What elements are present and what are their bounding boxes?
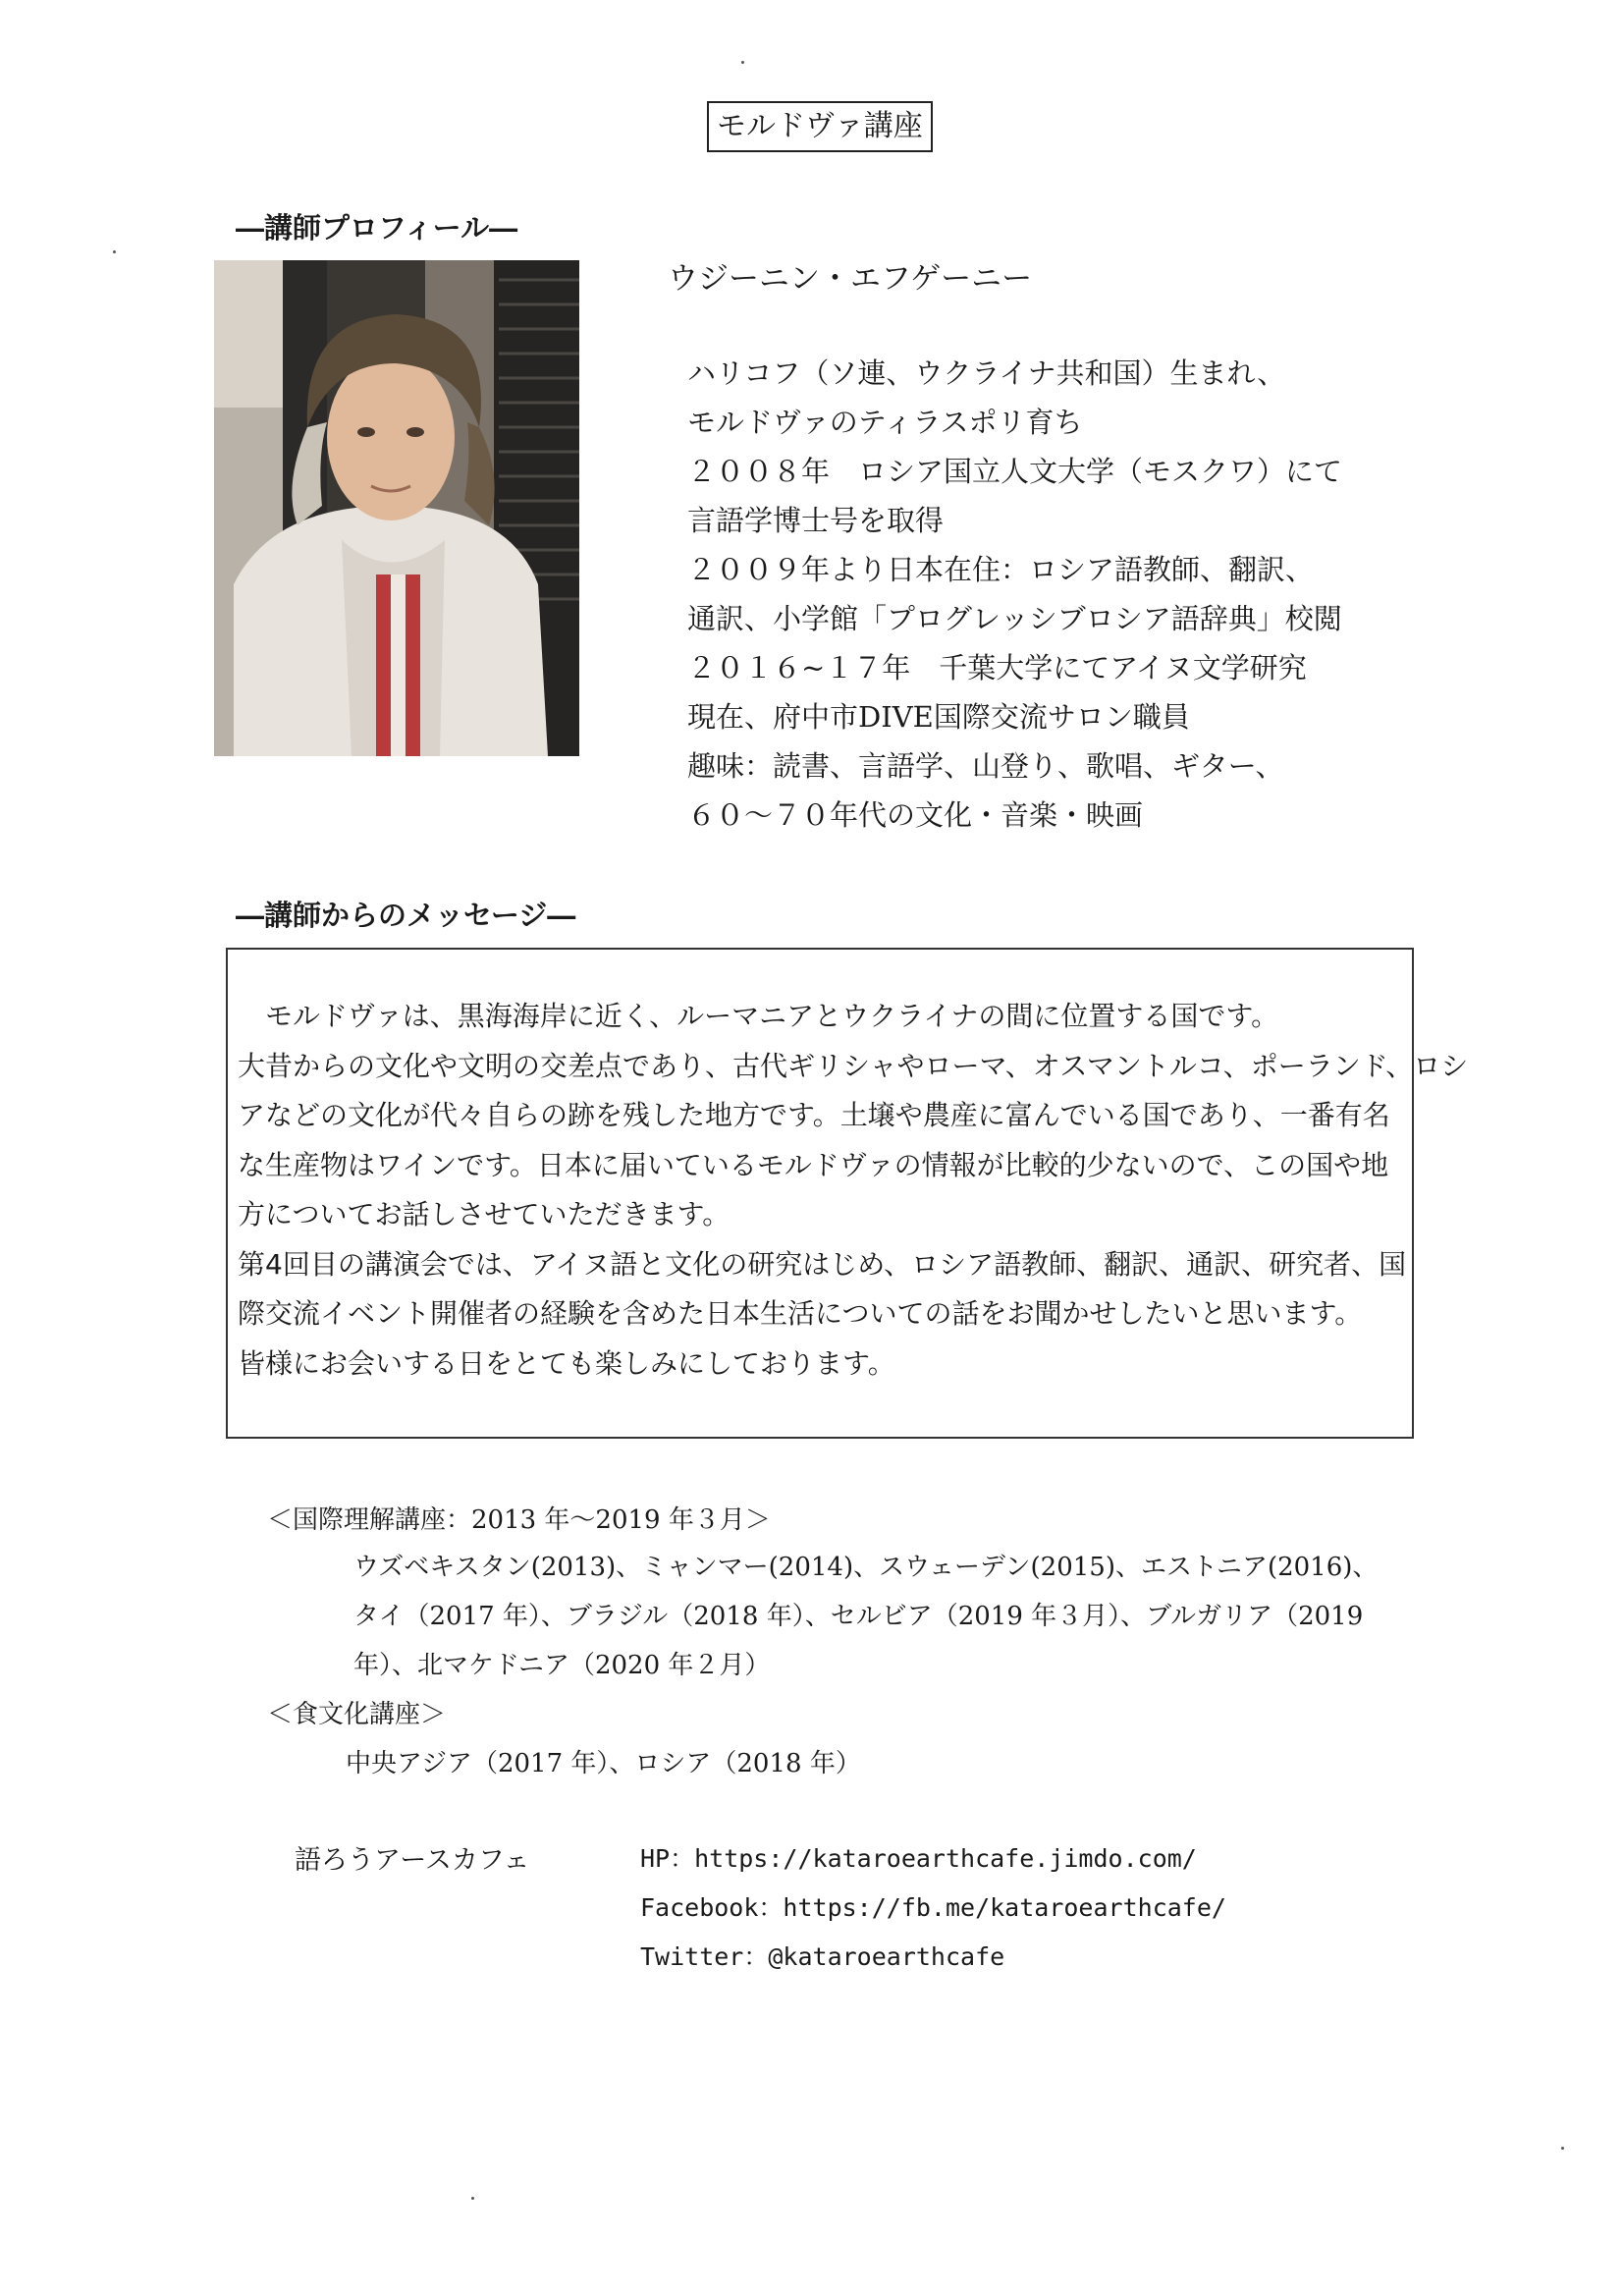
bio-line: ２００９年より日本在住：ロシア語教師、翻訳、 (687, 553, 1315, 586)
message-heading: ―講師からのメッセージ― (236, 899, 576, 932)
message-text (238, 992, 1469, 1389)
bio-line: ２０１６~１７年 千葉大学にてアイヌ文学研究 (687, 651, 1307, 684)
intl-lecture-line: 年）、北マケドニア（2020 年２月） (353, 1651, 771, 1680)
lecturer-bio (687, 349, 1342, 840)
message-line: 皆様にお会いする日をとても楽しみにしております。 (238, 1346, 895, 1380)
lecturer-photo (214, 260, 579, 756)
bio-line: 通訳、小学館「プログレッシブロシア語辞典」校閲 (687, 602, 1342, 635)
facebook-link[interactable]: Facebook：https://fb.me/kataroearthcafe/ (640, 1893, 1226, 1922)
message-line: アなどの文化が代々自らの跡を残した地方です。土壌や農産に富んでいる国であり、一番有名 (238, 1099, 1390, 1131)
food-lecture-line: 中央アジア（2017 年）、ロシア（2018 年） (346, 1749, 861, 1778)
intl-lecture-line: タイ（2017 年）、ブラジル（2018 年）、セルビア（2019 年３月）、ブルガリア（2019 (353, 1602, 1364, 1631)
scan-speck (741, 61, 744, 64)
homepage-link[interactable]: HP：https://kataroearthcafe.jimdo.com/ (640, 1844, 1197, 1873)
lecturer-photo-image (214, 260, 579, 756)
scan-speck (1561, 2147, 1564, 2150)
profile-heading: ―講師プロフィール― (236, 211, 518, 245)
message-line: な生産物はワインです。日本に届いているモルドヴァの情報が比較的少ないので、この国や地 (238, 1148, 1389, 1181)
message-line: 大昔からの文化や文明の交差点であり、古代ギリシャやローマ、オスマントルコ、ポーランド、ロシ (238, 1049, 1469, 1082)
bio-line: 言語学博士号を取得 (687, 504, 945, 537)
bio-line: ハリコフ（ソ連、ウクライナ共和国）生まれ、 (687, 356, 1286, 390)
scan-speck (113, 250, 116, 253)
scan-speck (471, 2197, 474, 2200)
organization-name: 語ろうアースカフェ (295, 1845, 530, 1876)
message-line: モルドヴァは、黒海海岸に近く、ルーマニアとウクライナの間に位置する国です。 (238, 1000, 1279, 1032)
intl-lecture-line: ウズベキスタン(2013)、ミャンマー(2014)、スウェーデン(2015)、エストニア(2016)、 (353, 1553, 1379, 1582)
contact-info (640, 1834, 1226, 1982)
lecturer-name: ウジーニン・エフゲーニー (668, 261, 1033, 297)
bio-line: 趣味：読書、言語学、山登り、歌唱、ギター、 (687, 749, 1284, 783)
bio-line: ６０～７０年代の文化・音楽・映画 (687, 798, 1144, 832)
twitter-handle[interactable]: Twitter：@kataroearthcafe (640, 1942, 1005, 1971)
bio-line: ２００８年 ロシア国立人文大学（モスクワ）にて (687, 455, 1343, 488)
page-title: モルドヴァ講座 (707, 101, 933, 152)
message-line: 方についてお話しさせていただきます。 (238, 1198, 730, 1230)
bio-line: モルドヴァのティラスポリ育ち (687, 406, 1083, 439)
message-line: 際交流イベント開催者の経験を含めた日本生活についての話をお聞かせしたいと思います。 (238, 1297, 1363, 1330)
message-line: 第4回目の講演会では、アイヌ語と文化の研究はじめ、ロシア語教師、翻訳、通訳、研究者、国 (238, 1247, 1407, 1281)
intl-lecture-heading: ＜国際理解講座：2013 年～2019 年３月＞ (267, 1505, 771, 1535)
bio-line: 現在、府中市DIVE国際交流サロン職員 (687, 700, 1190, 734)
food-lecture-heading: ＜食文化講座＞ (267, 1700, 447, 1729)
